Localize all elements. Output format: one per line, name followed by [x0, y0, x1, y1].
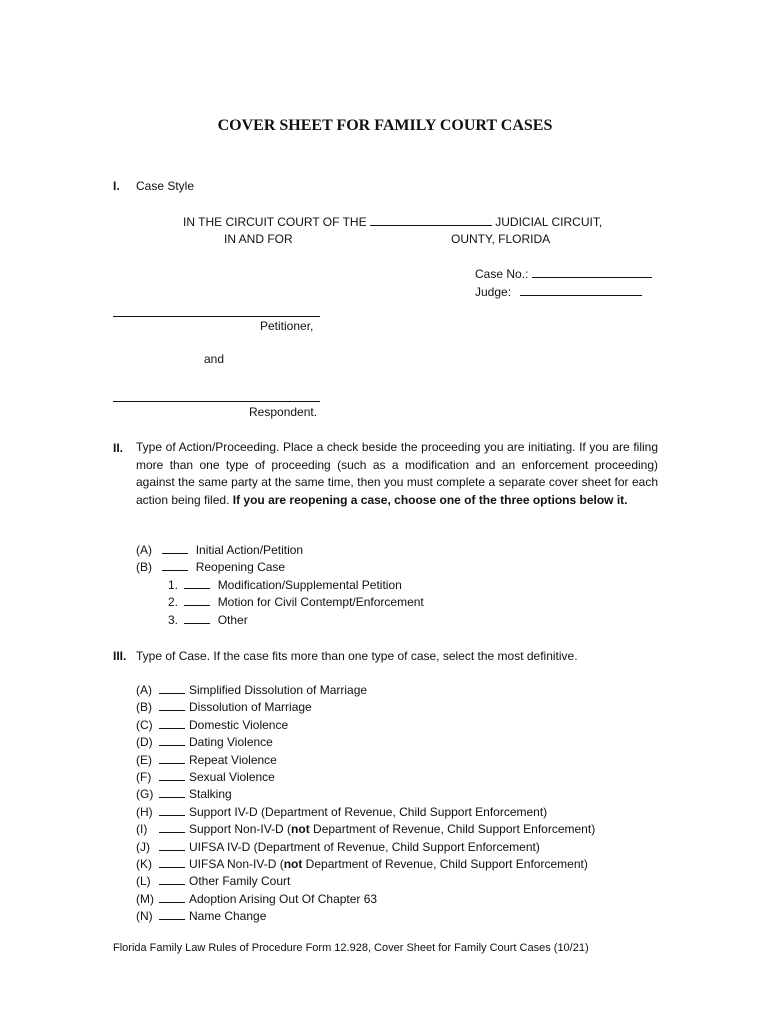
respondent-label: Respondent.: [249, 405, 318, 419]
sub-option-checkbox-line[interactable]: [184, 594, 210, 606]
case-type-j: [136, 839, 595, 856]
option-checkbox-line[interactable]: [159, 682, 185, 694]
case-type-h: [136, 804, 595, 821]
court-line-1-prefix: IN THE CIRCUIT COURT OF THE: [183, 215, 367, 229]
case-type-n: [136, 908, 595, 925]
case-type-l: [136, 873, 595, 890]
option-label: (B): [136, 560, 152, 575]
option-checkbox-line[interactable]: [159, 752, 185, 764]
section-1-number: I.: [113, 179, 120, 193]
option-label: (H): [136, 804, 153, 819]
case-type-f: [136, 769, 595, 786]
action-option-a: [136, 542, 424, 559]
option-checkbox-line[interactable]: [159, 873, 185, 885]
option-checkbox-line[interactable]: [159, 699, 185, 711]
reopen-option-3: [157, 612, 424, 629]
option-checkbox-line[interactable]: [159, 856, 185, 868]
court-line-1: [183, 214, 602, 229]
option-label: (A): [136, 683, 152, 697]
case-number-label: Case No.:: [475, 267, 529, 281]
section-2-bold-text: If you are reopening a case, choose one of the three options below it.: [232, 492, 628, 507]
sub-option-number: 1.: [167, 577, 178, 592]
case-type-options: [136, 682, 595, 926]
option-label: (C): [136, 717, 153, 732]
option-text: Domestic Violence: [189, 717, 289, 732]
petitioner-name-line[interactable]: [113, 316, 320, 317]
sub-option-text: Motion for Civil Contempt/Enforcement: [217, 595, 424, 610]
option-text: Other Family Court: [189, 874, 291, 889]
option-checkbox-line[interactable]: [159, 891, 185, 903]
option-text-post: Department of Revenue, Child Support Enforcement): [302, 857, 588, 872]
section-2-text: Type of Action/Proceeding. Place a check beside the proceeding you are initiating. If you are filing more than one type of proceeding (such as a modification and an enforcement proceeding) against the same party at the same time, then you must complete a separate cover sheet for each action being filed.: [136, 440, 658, 507]
not-emphasis: not: [291, 822, 310, 837]
option-checkbox-line[interactable]: [159, 734, 185, 746]
sub-option-text: Other: [217, 612, 248, 627]
case-type-i: [136, 821, 595, 838]
option-text: Dissolution of Marriage: [189, 700, 312, 715]
option-checkbox-line[interactable]: [162, 559, 188, 571]
judge-label: Judge:: [475, 285, 512, 299]
judge-row: [475, 284, 642, 299]
option-text: Repeat Violence: [189, 752, 277, 767]
option-label: (K): [136, 857, 152, 872]
case-type-c: [136, 717, 595, 734]
case-number-field[interactable]: [532, 266, 652, 278]
sub-option-checkbox-line[interactable]: [184, 577, 210, 589]
option-label: (D): [136, 735, 153, 750]
reopen-option-2: [157, 594, 424, 611]
option-label: (B): [136, 700, 152, 715]
option-checkbox-line[interactable]: [159, 717, 185, 729]
case-type-k: [136, 856, 595, 873]
option-label: (A): [136, 543, 152, 557]
page-title: COVER SHEET FOR FAMILY COURT CASES: [217, 117, 553, 134]
case-type-b: [136, 699, 595, 716]
option-text: Support IV-D (Department of Revenue, Child Support Enforcement): [189, 804, 548, 819]
option-checkbox-line[interactable]: [159, 908, 185, 920]
section-3-instructions: Type of Case. If the case fits more than one type of case, select the most definitive.: [136, 649, 578, 663]
action-option-b: [136, 559, 424, 576]
section-2-instructions: [136, 439, 658, 509]
sub-option-number: 3.: [167, 612, 178, 627]
section-3-number: III.: [113, 649, 127, 663]
court-line-2-prefix: IN AND FOR: [224, 232, 293, 246]
circuit-number-field[interactable]: [370, 214, 492, 226]
option-label: (N): [136, 909, 153, 924]
option-label: (G): [136, 787, 154, 802]
option-label: (E): [136, 752, 152, 767]
section-2-number: II.: [113, 441, 124, 455]
option-text: Dating Violence: [189, 735, 273, 750]
case-type-a: [136, 682, 595, 699]
case-number-row: [475, 266, 652, 281]
page-footer: Florida Family Law Rules of Procedure Form 12.928, Cover Sheet for Family Court Cases (10/21): [113, 942, 589, 954]
option-checkbox-line[interactable]: [162, 542, 188, 554]
option-text: Reopening Case: [195, 560, 286, 575]
respondent-name-line[interactable]: [113, 401, 320, 402]
case-type-e: [136, 752, 595, 769]
sub-option-checkbox-line[interactable]: [184, 612, 210, 624]
option-label: (J): [136, 839, 150, 854]
option-text: Initial Action/Petition: [195, 543, 304, 557]
sub-option-number: 2.: [167, 595, 178, 610]
not-emphasis: not: [283, 857, 303, 872]
option-text: Adoption Arising Out Of Chapter 63: [189, 891, 378, 906]
judge-field[interactable]: [520, 284, 642, 296]
option-label: (M): [136, 891, 154, 906]
option-text: Simplified Dissolution of Marriage: [189, 683, 368, 697]
option-text-post: Department of Revenue, Child Support Enforcement): [309, 822, 596, 837]
option-text: Sexual Violence: [189, 770, 275, 785]
petitioner-label: Petitioner,: [260, 319, 314, 333]
option-label: (I): [136, 822, 148, 837]
option-label: (L): [136, 874, 151, 889]
option-text: UIFSA IV-D (Department of Revenue, Child Support Enforcement): [189, 839, 540, 854]
case-type-d: [136, 734, 595, 751]
section-1-heading: Case Style: [136, 179, 195, 193]
option-text-pre: UIFSA Non-IV-D (: [189, 857, 284, 872]
option-checkbox-line[interactable]: [159, 839, 185, 851]
sub-option-text: Modification/Supplemental Petition: [217, 577, 402, 592]
option-label: (F): [136, 770, 152, 785]
option-checkbox-line[interactable]: [159, 769, 185, 781]
action-options: [136, 542, 424, 629]
option-text-pre: Support Non-IV-D (: [189, 822, 292, 837]
option-text: Name Change: [189, 909, 267, 924]
option-checkbox-line[interactable]: [159, 786, 185, 798]
option-text: Stalking: [189, 787, 232, 802]
option-checkbox-line[interactable]: [159, 804, 185, 816]
reopen-option-1: [157, 577, 424, 594]
case-type-g: [136, 786, 595, 803]
court-line-1-suffix: JUDICIAL CIRCUIT,: [495, 215, 603, 229]
court-line-2-suffix: OUNTY, FLORIDA: [451, 232, 551, 246]
case-type-m: [136, 891, 595, 908]
option-checkbox-line[interactable]: [159, 821, 185, 833]
and-label: and: [204, 352, 225, 366]
